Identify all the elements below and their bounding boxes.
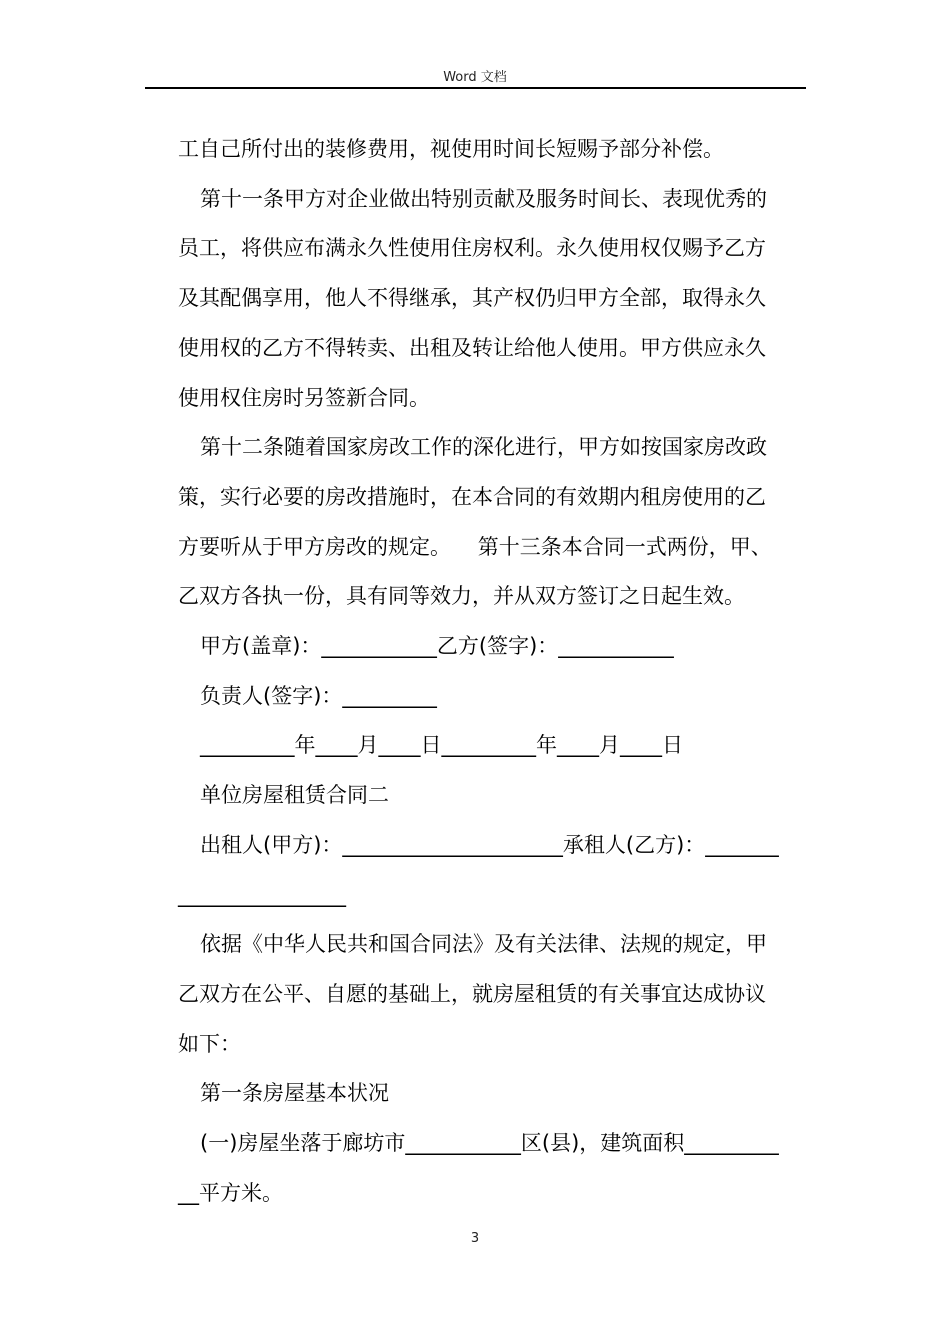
text-line: 第十二条随着国家房改工作的深化进行，甲方如按国家房改政 [200,435,767,460]
header-divider [145,87,806,89]
text-line: 策，实行必要的房改措施时，在本合同的有效期内租房使用的乙 [178,484,766,509]
text-line: 第十一条甲方对企业做出特别贡献及服务时间长、表现优秀的 [200,186,767,211]
text-line: ________________ [178,882,346,907]
text-line: 乙双方在公平、自愿的基础上，就房屋租赁的有关事宜达成协议 [178,981,766,1006]
text-line: 乙双方各执一份，具有同等效力，并从双方签订之日起生效。 [178,584,745,609]
page-header: Word 文档 [443,70,507,85]
text-line: (一)房屋坐落于廊坊市___________区(县)，建筑面积_________ [200,1131,779,1156]
text-line: 工自己所付出的装修费用，视使用时间长短赐予部分补偿。 [178,137,724,161]
document-body [178,125,808,1218]
text-line: 如下： [178,1031,241,1056]
signature-line-responsible: 负责人(签字)：_________ [200,683,437,708]
text-line: 依据《中华人民共和国合同法》及有关法律、法规的规定，甲 [200,932,767,957]
section-title: 单位房屋租赁合同二 [200,783,389,808]
parties-line: 出租人(甲方)：_____________________承租人(乙方)：_______ [200,832,779,857]
page-number: 3 [470,1231,480,1246]
text-line: 使用权住房时另签新合同。 [178,385,430,410]
text-line: 方要听从于甲方房改的规定。 第十三条本合同一式两份，甲、 [178,534,772,559]
text-line: 员工，将供应布满永久性使用住房权利。永久使用权仅赐予乙方 [178,236,766,261]
text-line: 使用权的乙方不得转卖、出租及转让给他人使用。甲方供应永久 [178,335,766,360]
signature-line-party-a-b: 甲方(盖章)：___________乙方(签字)：___________ [200,634,674,659]
article-heading: 第一条房屋基本状况 [200,1081,389,1106]
date-line: _________年____月____日_________年____月____日 [200,733,683,758]
text-line: __平方米。 [178,1180,283,1205]
text-line: 及其配偶享用，他人不得继承，其产权仍归甲方全部，取得永久 [178,286,766,311]
